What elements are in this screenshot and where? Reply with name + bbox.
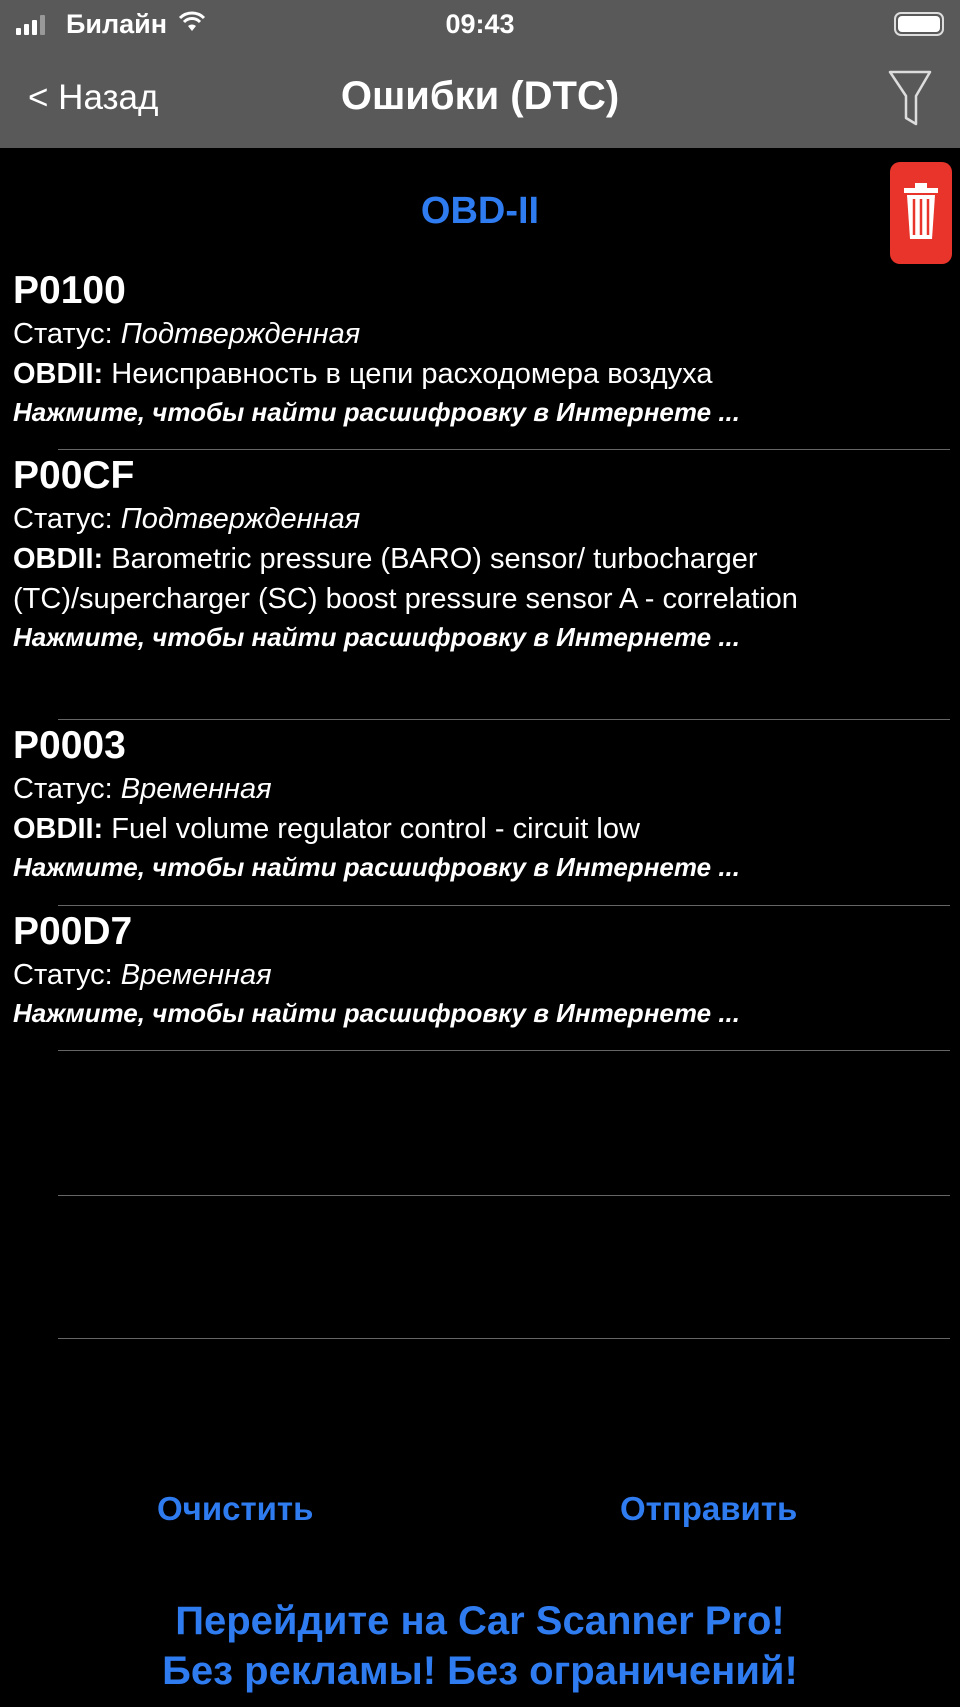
dtc-item[interactable] <box>13 909 953 1031</box>
filter-icon[interactable] <box>888 68 932 133</box>
search-hint-link[interactable]: Нажмите, чтобы найти расшифровку в Интернете ... <box>13 622 740 652</box>
search-hint-link[interactable]: Нажмите, чтобы найти расшифровку в Интернете ... <box>13 852 740 882</box>
trash-icon <box>903 181 939 246</box>
promo-line-1: Перейдите на Car Scanner Pro! <box>175 1599 785 1643</box>
battery-icon <box>894 12 944 36</box>
divider <box>58 1195 950 1196</box>
divider <box>58 1338 950 1339</box>
dtc-code: P00CF <box>13 454 135 497</box>
divider <box>58 1050 950 1051</box>
status-label: Статус: <box>13 318 113 350</box>
dtc-code: P0003 <box>13 724 126 767</box>
clock: 09:43 <box>445 9 515 39</box>
dtc-description: Неисправность в цепи расходомера воздуха <box>111 358 713 390</box>
dtc-description: Barometric pressure (BARO) sensor/ turbocharger (TC)/supercharger (SC) boost pressure sensor A - correlation <box>13 543 798 615</box>
page-title: Ошибки (DTC) <box>340 74 620 118</box>
search-hint-link[interactable]: Нажмите, чтобы найти расшифровку в Интернете ... <box>13 998 740 1028</box>
desc-label: OBDII: <box>13 813 104 845</box>
status-value: Временная <box>120 959 272 991</box>
section-title: OBD-II <box>420 190 540 232</box>
status-value: Подтвержденная <box>120 318 361 350</box>
promo-line-2: Без рекламы! Без ограничений! <box>162 1649 798 1693</box>
back-button[interactable]: < Назад <box>28 78 159 117</box>
status-label: Статус: <box>13 959 113 991</box>
dtc-code: P00D7 <box>13 910 133 953</box>
dtc-item[interactable] <box>13 453 953 655</box>
delete-button[interactable] <box>890 162 952 264</box>
dtc-item[interactable] <box>13 268 953 430</box>
clear-button[interactable]: Очистить <box>157 1490 314 1527</box>
desc-label: OBDII: <box>13 358 104 390</box>
upgrade-promo-link[interactable] <box>0 1596 960 1696</box>
status-bar <box>0 0 960 50</box>
dtc-item[interactable] <box>13 723 953 885</box>
divider <box>58 905 950 906</box>
divider <box>58 719 950 720</box>
desc-label: OBDII: <box>13 543 104 575</box>
dtc-description: Fuel volume regulator control - circuit low <box>111 813 640 845</box>
dtc-code: P0100 <box>13 269 126 312</box>
carrier-label: Билайн <box>66 9 168 39</box>
search-hint-link[interactable]: Нажмите, чтобы найти расшифровку в Интернете ... <box>13 397 740 427</box>
status-value: Временная <box>120 773 272 805</box>
status-label: Статус: <box>13 503 113 535</box>
status-label: Статус: <box>13 773 113 805</box>
navigation-bar <box>0 50 960 148</box>
status-value: Подтвержденная <box>120 503 361 535</box>
send-button[interactable]: Отправить <box>620 1490 798 1527</box>
divider <box>58 449 950 450</box>
